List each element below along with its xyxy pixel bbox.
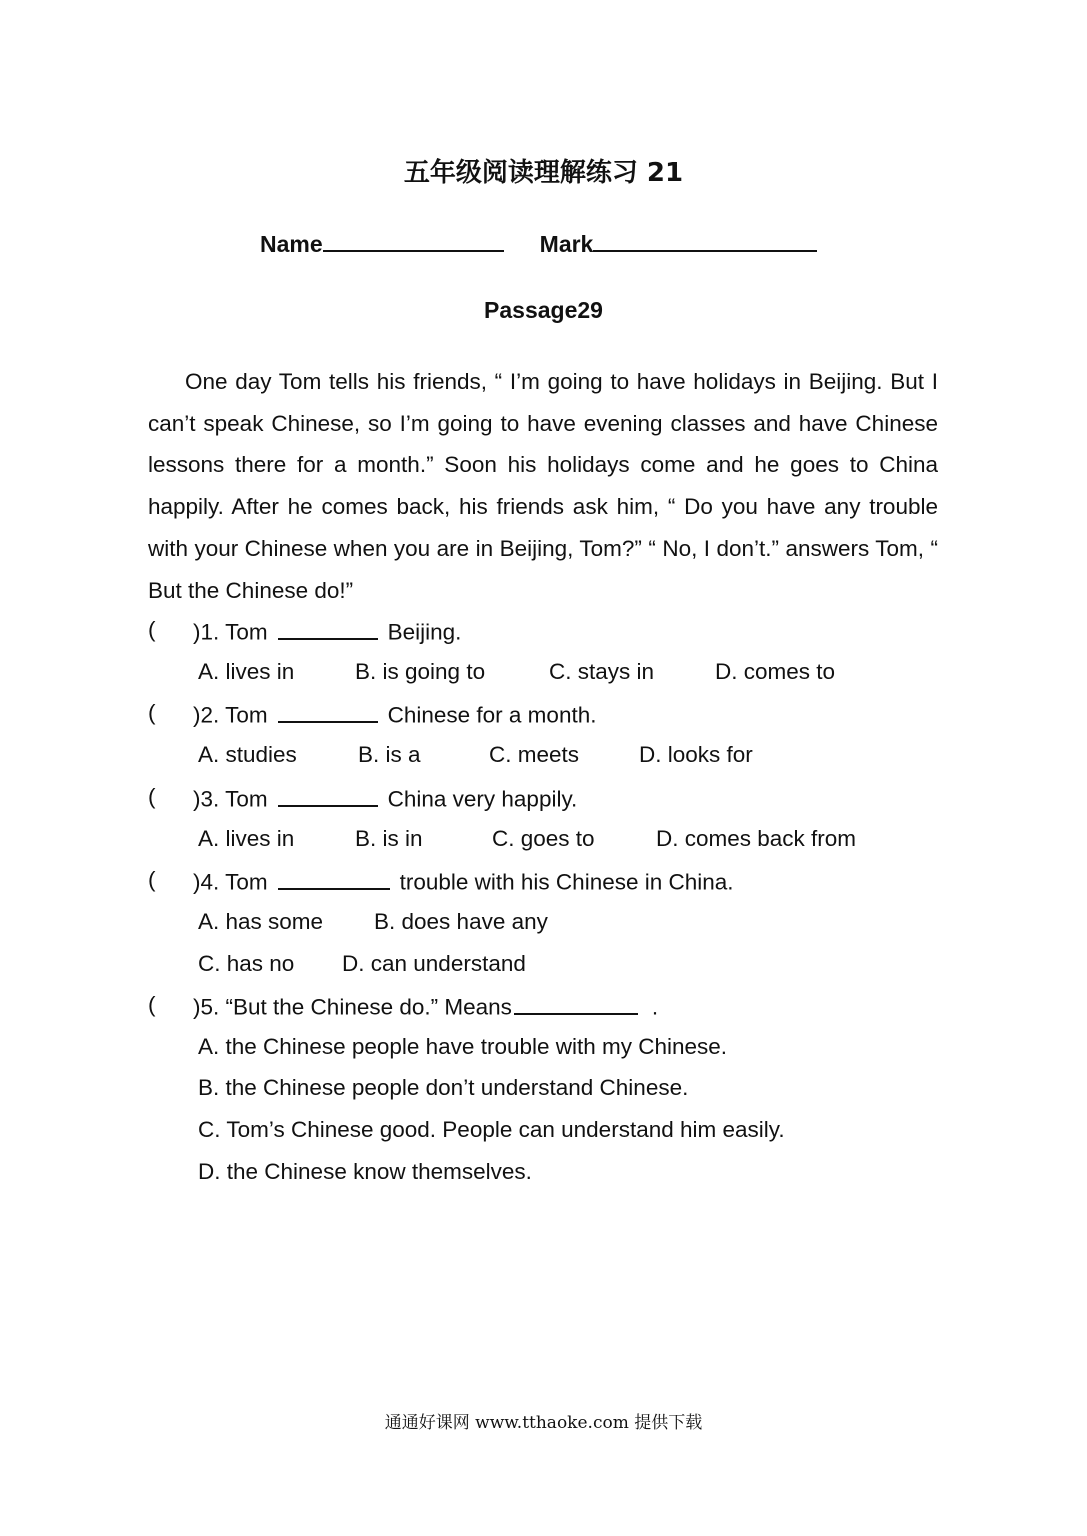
option: B. is a xyxy=(358,742,421,767)
answer-blank xyxy=(278,782,378,807)
question-prefix: )1. Tom xyxy=(193,619,268,645)
question-suffix: trouble with his Chinese in China. xyxy=(399,869,734,895)
question-suffix: Chinese for a month. xyxy=(387,702,597,728)
question-prefix: )5. “But the Chinese do.” Means xyxy=(193,994,512,1020)
option: A. lives in xyxy=(198,659,295,684)
question-prefix: )4. Tom xyxy=(193,869,268,895)
name-label: Name xyxy=(260,231,323,258)
mark-label: Mark xyxy=(539,231,594,258)
question-prefix: )3. Tom xyxy=(193,786,268,812)
option: C. has no xyxy=(198,951,295,976)
answer-paren: ( xyxy=(148,867,156,892)
option-5c: C. Tom’s Chinese good. People can understand him easily. xyxy=(198,1117,785,1142)
option: A. studies xyxy=(198,742,297,767)
answer-blank xyxy=(514,990,638,1015)
answer-paren: ( xyxy=(148,617,156,642)
option-5a: A. the Chinese people have trouble with my Chinese. xyxy=(198,1034,728,1059)
answer-paren: ( xyxy=(148,992,156,1017)
option: D. comes back from xyxy=(656,826,857,851)
option: D. comes to xyxy=(715,659,836,684)
answer-paren: ( xyxy=(148,784,156,809)
passage-text: One day Tom tells his friends, “ I’m going to have holidays in Beijing. But I can’t speak Chinese, so I’m going to have evening classes and have Chinese lessons there for a month.” Soon his holidays come and he goes to China happily. After he comes back, his friends ask him, “ Do you have any trouble with your Chinese when you are in Beijing, Tom?” “ No, I don’t.” answers Tom, “ But the Chinese do!” xyxy=(148,369,938,603)
option: B. does have any xyxy=(374,909,548,934)
footer-source: 通通好课网 www.tthaoke.com 提供下载 xyxy=(384,1413,703,1433)
option: B. is in xyxy=(355,826,423,851)
question-prefix: )2. Tom xyxy=(193,702,268,728)
option: C. goes to xyxy=(492,826,595,851)
answer-paren: ( xyxy=(148,700,156,725)
option: A. lives in xyxy=(198,826,295,851)
answer-blank xyxy=(278,865,390,890)
option: A. has some xyxy=(198,909,324,934)
option-5b: B. the Chinese people don’t understand Chinese. xyxy=(198,1075,689,1100)
option: C. meets xyxy=(489,742,580,767)
option-5d: D. the Chinese know themselves. xyxy=(198,1159,532,1184)
option: D. can understand xyxy=(342,951,526,976)
passage-title: Passage29 xyxy=(484,297,603,323)
worksheet-title: 五年级阅读理解练习 21 xyxy=(403,158,684,188)
answer-blank xyxy=(278,698,378,723)
question-suffix: . xyxy=(651,994,659,1020)
answer-blank xyxy=(278,615,378,640)
question-suffix: Beijing. xyxy=(387,619,462,645)
option: B. is going to xyxy=(355,659,486,684)
option: D. looks for xyxy=(639,742,753,767)
option: C. stays in xyxy=(549,659,655,684)
name-blank xyxy=(323,226,504,252)
name-mark-row xyxy=(260,226,817,258)
question-suffix: China very happily. xyxy=(387,786,578,812)
mark-blank xyxy=(593,226,817,252)
